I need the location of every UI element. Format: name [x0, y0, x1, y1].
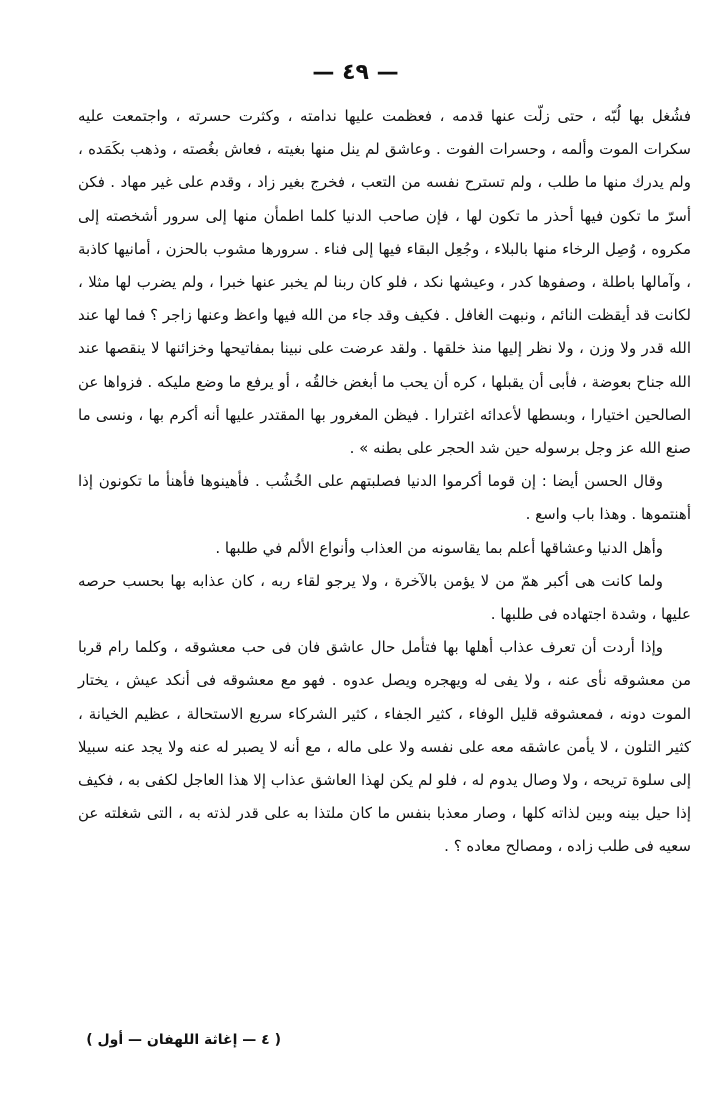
- paragraph-5: وإذا أردت أن تعرف عذاب أهلها بها فتأمل حال عاشق فان فى حب معشوقه ، وكلما رام قربا من معشوقه نأى عنه ، ولا يفى له ويهجره ويصل عدوه . فهو مع معشوقه فى أنكد عيش ، يختار الموت دونه ، فمعشوقه قليل الوفاء ، كثير الجفاء ، كثير الشركاء سريع الاستحالة ، عظيم الخيانة ، كثير التلون ، لا يأمن عاشقه معه على نفسه ولا على ماله ، مع أنه لا يصبر له عنه ولا يجد عنه سبيلا إلى سلوة تريحه ، ولا وصال يدوم له ، فلو لم يكن لهذا العاشق عذاب إلا هذا العاجل لكفى به ، فكيف إذا حيل بينه وبين لذاته كلها ، وصار معذبا بنفس ما كان ملتذا به على قدر لذته به ، التى شغلته عن سعيه فى طلب زاده ، ومصالح معاده ؟ .: [78, 638, 691, 856]
- paragraph-4: ولما كانت هى أكبر همّ من لا يؤمن بالآخرة ، ولا يرجو لقاء ربه ، كان عذابه بها بحسب حرصه عليها ، وشدة اجتهاده فى طلبها .: [78, 571, 691, 624]
- paragraph-2: وقال الحسن أيضا : إن قوما أكرموا الدنيا فصلبتهم على الخُشُب . فأهينوها فأهنأ ما تكونون إذا أهنتموها . وهذا باب واسع .: [78, 472, 691, 524]
- body-text: [78, 100, 691, 864]
- page-footer: ( ٤ — إغاثة اللهفان — أول ): [86, 1032, 281, 1048]
- paragraph-3: وأهل الدنيا وعشاقها أعلم بما يقاسونه من العذاب وأنواع الألم في طلبها .: [215, 538, 663, 557]
- paragraph-1: فشُغل بها لُبّه ، حتى زلّت عنها قدمه ، فعظمت عليها ندامته ، وكثرت حسرته ، واجتمعت عليه سكرات الموت وألمه ، وحسرات الفوت . وعاشق لم ينل منها بغيته ، فعاش بغُصته ، وذهب بكَمَده ، ولم يدرك منها ما طلب ، ولم تسترح نفسه من التعب ، فخرج بغير زاد ، وقدم على غير مهاد . فكن أسرّ ما تكون فيها أحذر ما تكون لها ، فإن صاحب الدنيا كلما اطمأن منها إلى سرور أشخصته إلى مكروه ، وُصِل الرخاء منها بالبلاء ، وجُعِل البقاء فيها إلى فناء . سرورها مشوب بالحزن ، أمانيها كاذبة ، وآمالها باطلة ، وصفوها كدر ، وعيشها نكد ، فلو كان ربنا لم يخبر عنها خبرا ، ولم يضرب لها مثلا ، لكانت قد أيقظت النائم ، ونبهت الغافل . فكيف وقد جاء من الله فيها واعظ وعنها زاجر ؟ فما لها عند الله قدر ولا وزن ، ولا نظر إليها منذ خلقها . ولقد عرضت على نبينا بمفاتيحها وخزائنها لا ينقصها عند الله جناح بعوضة ، فأبى أن يقبلها ، كره أن يحب ما أبغض خالقُه ، أو يرفع ما وضع مليكه . فزواها عن الصالحين اختيارا ، وبسطها لأعدائه اغترارا . فيظن المغرور بها المقتدر عليها أنه أكرم بها ، ونسى ما صنع الله عز وجل برسوله حين شد الحجر على بطنه » .: [78, 107, 691, 458]
- page-number: — ٤٩ —: [312, 60, 399, 85]
